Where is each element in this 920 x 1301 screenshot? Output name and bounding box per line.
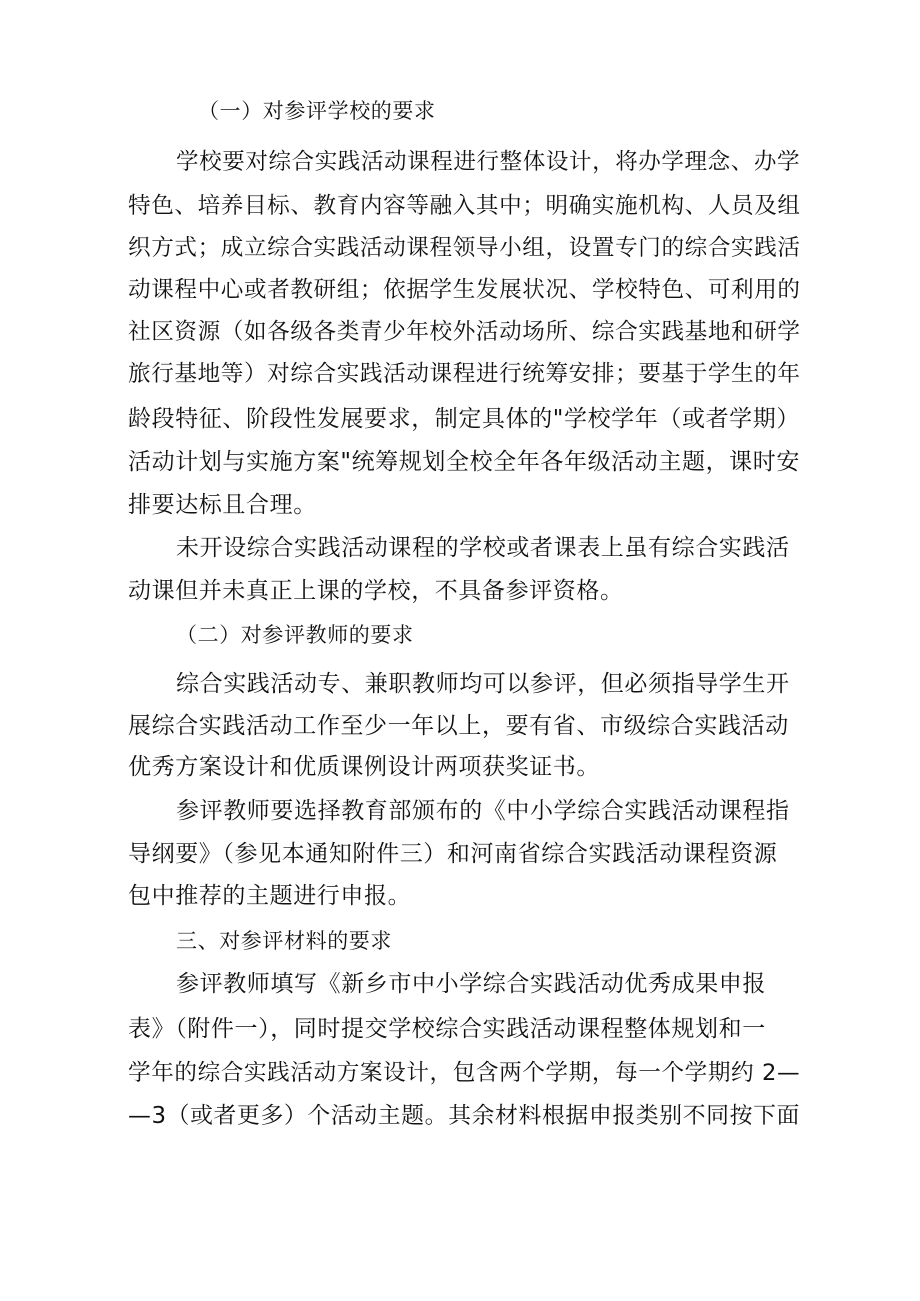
paragraph-line: 动课程中心或者教研组；依据学生发展状况、学校特色、可利用的 xyxy=(128,277,801,303)
paragraph-line: 包中推荐的主题进行申报。 xyxy=(128,883,412,909)
paragraph-line: 学校要对综合实践活动课程进行整体设计，将办学理念、办学 xyxy=(176,149,801,175)
paragraph-line: 学年的综合实践活动方案设计，包含两个学期，每一个学期约 2— xyxy=(128,1060,801,1086)
paragraph-line: 参评教师填写《新乡市中小学综合实践活动优秀成果申报 xyxy=(176,971,766,997)
section-heading-materials: 三、对参评材料的要求 xyxy=(176,929,392,953)
paragraph-line: 旅行基地等）对综合实践活动课程进行统筹安排；要基于学生的年 xyxy=(128,361,801,387)
paragraph-line: 织方式；成立综合实践活动课程领导小组，设置专门的综合实践活 xyxy=(128,235,801,261)
paragraph-line: 龄段特征、阶段性发展要求，制定具体的"学校学年（或者学期） xyxy=(128,406,800,432)
paragraph-line: 综合实践活动专、兼职教师均可以参评，但必须指导学生开 xyxy=(176,671,790,697)
paragraph-line: 导纲要》（参见本通知附件三）和河南省综合实践活动课程资源 xyxy=(128,841,778,867)
paragraph-line: —3（或者更多）个活动主题。其余材料根据申报类别不同按下面 xyxy=(128,1103,801,1129)
paragraph-line: 活动计划与实施方案"统筹规划全校全年各年级活动主题，课时安 xyxy=(128,449,800,475)
paragraph-line: 特色、培养目标、教育内容等融入其中；明确实施机构、人员及组 xyxy=(128,193,801,219)
section-heading-teachers: （二）对参评教师的要求 xyxy=(176,623,414,647)
paragraph-line: 优秀方案设计和优质课例设计两项获奖证书。 xyxy=(128,754,600,780)
paragraph-line: 动课但并未真正上课的学校，不具备参评资格。 xyxy=(128,578,624,604)
paragraph-line: 表》（附件一），同时提交学校综合实践活动课程整体规划和一 xyxy=(128,1016,766,1042)
paragraph-line: 展综合实践活动工作至少一年以上，要有省、市级综合实践活动 xyxy=(128,713,789,739)
paragraph-line: 参评教师要选择教育部颁布的《中小学综合实践活动课程指 xyxy=(176,798,790,824)
paragraph-line: 排要达标且合理。 xyxy=(128,492,317,518)
section-heading-schools: （一）对参评学校的要求 xyxy=(198,99,436,123)
paragraph-line: 未开设综合实践活动课程的学校或者课表上虽有综合实践活 xyxy=(176,535,790,561)
paragraph-line: 社区资源（如各级各类青少年校外活动场所、综合实践基地和研学 xyxy=(128,319,801,345)
